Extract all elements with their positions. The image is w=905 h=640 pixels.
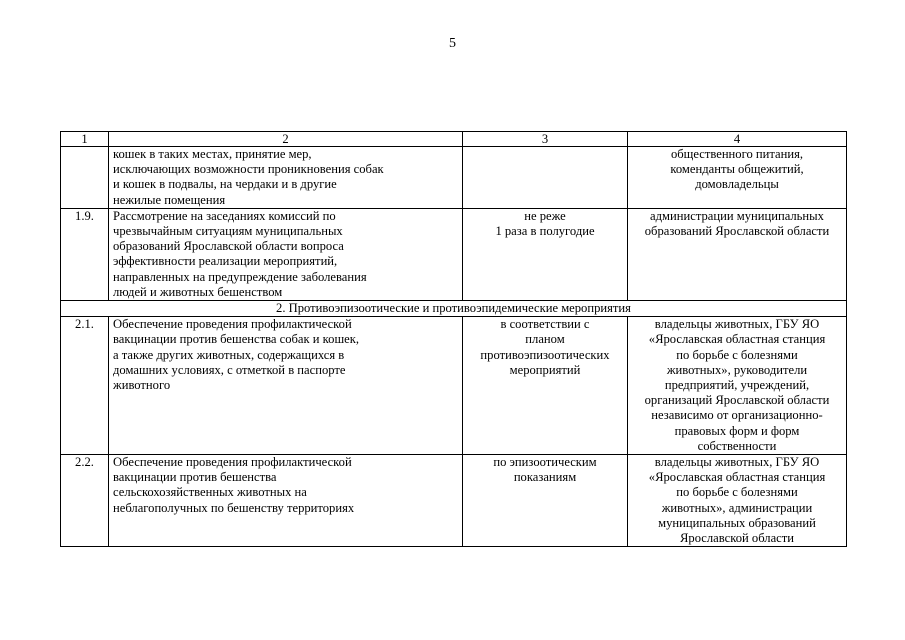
term-cell [463,208,628,300]
term-cell [463,147,628,209]
executors-cell [628,208,847,300]
text-line: и кошек в подвалы, на чердаки и в другие [113,177,337,192]
text-line: показаниям [513,470,577,485]
text-line: образований Ярославской области [644,224,830,239]
text-line: «Ярославская областная станция [648,470,826,485]
text-line: планом [525,332,565,347]
text-line: направленных на предупреждение заболевания [113,269,367,284]
column-number: 4 [628,132,847,147]
text-line: по эпизоотическим [493,455,597,470]
row-number-cell: 2.1. [61,317,109,455]
row-number-cell: 2.2. [61,455,109,547]
text-line: Ярославской области [680,531,794,546]
text-line: вакцинации против бешенства [113,470,277,485]
text-line: животных», руководители [666,362,808,377]
text-line: мероприятий [509,362,581,377]
text-line: противоэпизоотических [480,347,610,362]
text-line: чрезвычайным ситуациям муниципальных [113,224,343,239]
table-row [61,317,847,455]
text-line: коменданты общежитий, [670,162,804,177]
measure-cell [109,147,463,209]
text-line: животных», администрации [661,500,813,515]
column-number: 2 [109,132,463,147]
text-line: эффективности реализации мероприятий, [113,254,338,269]
text-line: Рассмотрение на заседаниях комиссий по [113,208,336,223]
text-line: правовых форм и форм [674,423,800,438]
measures-table [60,131,847,547]
measure-cell [109,208,463,300]
table-row [61,208,847,300]
column-number-row [61,132,847,147]
row-number-cell [61,147,109,209]
page-number: 5 [449,36,456,51]
term-cell [463,455,628,547]
executors-cell [628,147,847,209]
text-line: администрации муниципальных [650,208,824,223]
column-number: 1 [61,132,109,147]
measure-cell [109,455,463,547]
text-line: домовладельцы [695,177,779,192]
text-line: нежилые помещения [113,192,226,207]
text-line: неблагополучных по бешенству территориях [113,500,355,515]
column-number: 3 [463,132,628,147]
executors-cell [628,317,847,455]
text-line: общественного питания, [670,147,804,161]
text-line: собственности [697,438,777,453]
text-line: предприятий, учреждений, [664,378,810,393]
row-number-cell: 1.9. [61,208,109,300]
text-line: по борьбе с болезнями [676,347,798,362]
text-line: муниципальных образований [658,515,816,530]
text-line: 1 раза в полугодие [495,224,595,239]
text-line: «Ярославская областная станция [648,332,826,347]
text-line: в соответствии с [500,317,590,332]
text-line: организаций Ярославской области [644,393,830,408]
text-line: а также других животных, содержащихся в [113,347,345,362]
text-line: исключающих возможности проникновения собак [113,162,384,177]
section-title: 2. Противоэпизоотические и противоэпидемические мероприятия [61,301,847,317]
text-line: людей и животных бешенством [113,284,283,299]
text-line: кошек в таких местах, принятие мер, [113,147,312,161]
text-line: образований Ярославской области вопроса [113,239,344,254]
text-line: сельскохозяйственных животных на [113,485,307,500]
text-line: независимо от организационно- [651,408,823,423]
text-line: Обеспечение проведения профилактической [113,317,352,332]
term-cell [463,317,628,455]
text-line: владельцы животных, ГБУ ЯО [654,455,820,470]
measure-cell [109,317,463,455]
table-row [61,455,847,547]
text-line: Обеспечение проведения профилактической [113,455,352,470]
executors-cell [628,455,847,547]
table-row-continued [61,147,847,209]
text-line: вакцинации против бешенства собак и кошек, [113,332,360,347]
section-heading-row [61,301,847,317]
text-line: не реже [524,208,566,223]
text-line: животного [113,378,171,393]
text-line: домашних условиях, с отметкой в паспорте [113,362,346,377]
text-line: владельцы животных, ГБУ ЯО [654,317,820,332]
text-line: по борьбе с болезнями [676,485,798,500]
